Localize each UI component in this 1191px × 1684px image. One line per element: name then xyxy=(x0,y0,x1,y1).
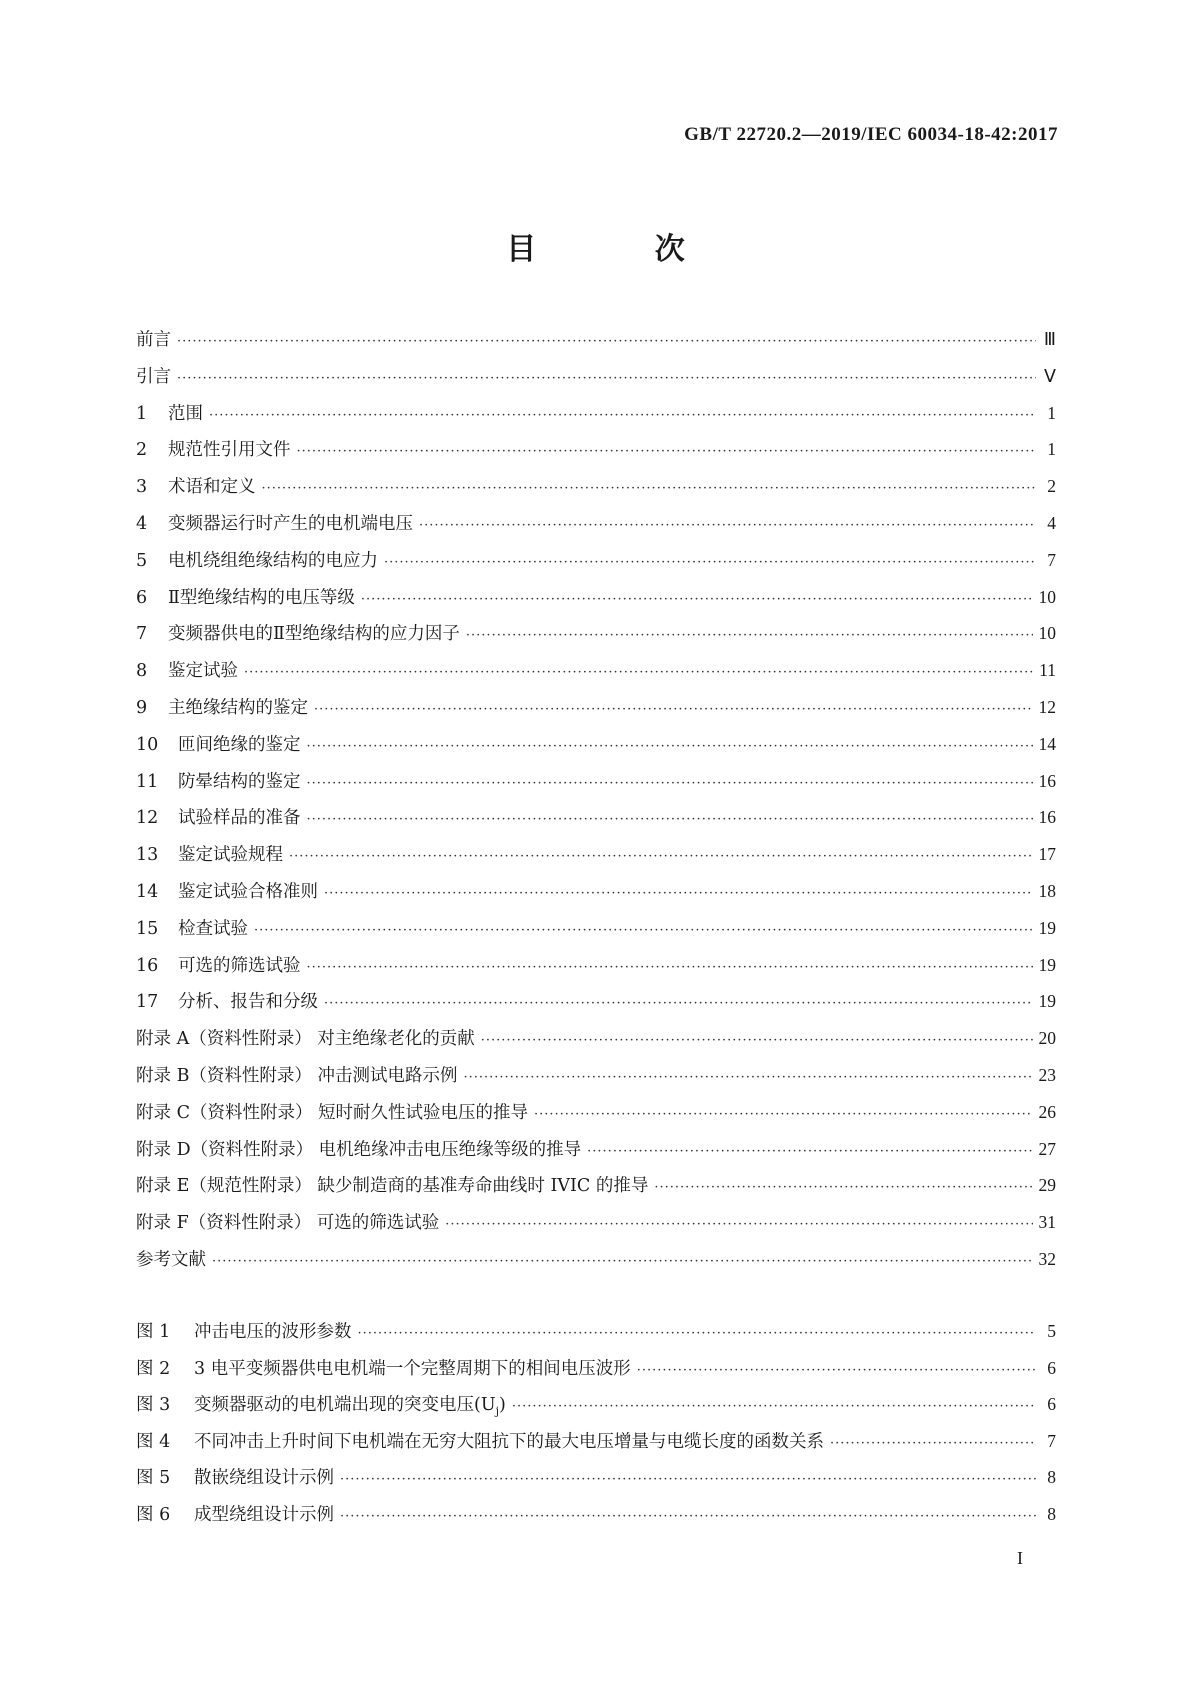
dot-leader xyxy=(512,1399,1036,1414)
dot-leader xyxy=(297,444,1037,459)
toc-entry-title: 术语和定义 xyxy=(168,477,256,498)
toc-entry-title: 引言 xyxy=(136,366,171,387)
toc-entry-title: 附录 D（资料性附录） 电机绝缘冲击电压绝缘等级的推导 xyxy=(136,1139,582,1160)
dot-leader xyxy=(177,371,1036,386)
toc-entry-page: 19 xyxy=(1038,917,1056,938)
dot-leader xyxy=(177,334,1036,349)
figure-title-subscript: j xyxy=(495,1404,499,1418)
figure-title: 散嵌绕组设计示例 xyxy=(194,1468,334,1488)
dot-leader xyxy=(534,1107,1032,1122)
toc-entry-title: 鉴定试验合格准则 xyxy=(178,881,318,902)
toc-entry-annex-f[interactable] xyxy=(136,1209,1056,1246)
toc-entry-title: 主绝缘结构的鉴定 xyxy=(168,697,308,718)
dot-leader xyxy=(340,1472,1036,1487)
toc-entry-page: 29 xyxy=(1038,1175,1056,1196)
toc-entry-page: 11 xyxy=(1039,660,1056,681)
toc-entry-page: 14 xyxy=(1038,733,1056,754)
toc-entry-page: 10 xyxy=(1038,623,1056,644)
toc-entry-number: 17 xyxy=(136,992,159,1013)
dot-leader xyxy=(307,812,1033,827)
toc-entry-number: 9 xyxy=(136,697,148,718)
dot-leader xyxy=(209,408,1036,423)
toc-entry-page: 17 xyxy=(1038,844,1056,865)
toc-entry-number: 16 xyxy=(136,955,159,976)
toc-entry-13[interactable] xyxy=(136,841,1056,878)
toc-entry-17[interactable] xyxy=(136,988,1056,1025)
figure-number: 图 3 xyxy=(136,1395,171,1415)
figure-number: 图 2 xyxy=(136,1358,171,1379)
figure-number: 图 4 xyxy=(136,1431,171,1452)
list-of-figures xyxy=(136,1318,1056,1537)
toc-entry-4[interactable] xyxy=(136,510,1056,547)
dot-leader xyxy=(289,849,1033,864)
figure-page: 6 xyxy=(1047,1357,1056,1378)
toc-entry-page: 27 xyxy=(1038,1138,1056,1159)
toc-entry-number: 15 xyxy=(136,918,159,939)
toc-entry-title: 匝间绝缘的鉴定 xyxy=(178,734,301,755)
dot-leader xyxy=(340,1509,1036,1524)
dot-leader xyxy=(445,1217,1032,1232)
toc-entry-page: 4 xyxy=(1047,512,1056,533)
toc-entry-title: 附录 B（资料性附录） 冲击测试电路示例 xyxy=(136,1065,458,1086)
toc-entry-number: 4 xyxy=(136,513,148,534)
toc-entry-6[interactable] xyxy=(136,584,1056,621)
toc-entry-11[interactable] xyxy=(136,768,1056,805)
table-of-contents xyxy=(136,326,1056,1283)
toc-entry-number: 8 xyxy=(136,661,148,682)
figure-entry-3[interactable] xyxy=(136,1391,1056,1428)
toc-entry-page: 32 xyxy=(1038,1248,1056,1269)
toc-entry-title: 附录 E（规范性附录） 缺少制造商的基准寿命曲线时 IVIC 的推导 xyxy=(136,1176,649,1197)
figure-page: 8 xyxy=(1047,1503,1056,1524)
toc-entry-15[interactable] xyxy=(136,915,1056,952)
toc-entry-number: 7 xyxy=(136,624,148,645)
dot-leader xyxy=(307,739,1033,754)
toc-entry-title: 参考文献 xyxy=(136,1249,206,1270)
dot-leader xyxy=(307,960,1033,975)
toc-entry-9[interactable] xyxy=(136,694,1056,731)
toc-entry-7[interactable] xyxy=(136,620,1056,657)
dot-leader xyxy=(324,996,1033,1011)
dot-leader xyxy=(358,1326,1037,1341)
toc-entry-3[interactable] xyxy=(136,473,1056,510)
toc-entry-page: 1 xyxy=(1047,439,1056,460)
figure-page: 7 xyxy=(1047,1430,1056,1451)
toc-entry-page: 19 xyxy=(1038,991,1056,1012)
toc-entry-annex-c[interactable] xyxy=(136,1099,1056,1136)
toc-entry-5[interactable] xyxy=(136,547,1056,584)
dot-leader xyxy=(244,665,1033,680)
toc-entry-foreword[interactable] xyxy=(136,326,1056,363)
toc-entry-title: 前言 xyxy=(136,330,171,350)
dot-leader xyxy=(307,776,1033,791)
toc-entry-number: 2 xyxy=(136,440,148,461)
toc-entry-title: 鉴定试验 xyxy=(168,661,238,682)
toc-entry-page: 31 xyxy=(1038,1212,1056,1233)
toc-entry-number: 1 xyxy=(136,403,148,424)
toc-entry-title: 鉴定试验规程 xyxy=(178,845,283,866)
dot-leader xyxy=(830,1436,1036,1451)
toc-entry-title: 分析、报告和分级 xyxy=(178,992,318,1013)
figure-number: 图 6 xyxy=(136,1504,171,1525)
toc-entry-number: 3 xyxy=(136,477,148,498)
toc-entry-title: Ⅱ型绝缘结构的电压等级 xyxy=(168,587,355,608)
page-title: 目 次 xyxy=(506,232,739,267)
toc-entry-page: 23 xyxy=(1038,1064,1056,1085)
toc-entry-title: 试验样品的准备 xyxy=(178,808,301,829)
toc-entry-page: 16 xyxy=(1038,770,1056,791)
toc-entry-8[interactable] xyxy=(136,657,1056,694)
toc-entry-page: 19 xyxy=(1038,954,1056,975)
dot-leader xyxy=(254,923,1033,938)
dot-leader xyxy=(654,1180,1032,1195)
toc-entry-page: 1 xyxy=(1047,402,1056,423)
toc-entry-2[interactable] xyxy=(136,436,1056,473)
toc-entry-title: 可选的筛选试验 xyxy=(178,955,301,976)
toc-entry-annex-a[interactable] xyxy=(136,1025,1056,1062)
toc-entry-title: 防晕结构的鉴定 xyxy=(178,771,301,792)
figure-page: 5 xyxy=(1047,1321,1056,1341)
toc-entry-1[interactable] xyxy=(136,400,1056,437)
dot-leader xyxy=(212,1254,1033,1269)
toc-entry-number: 11 xyxy=(136,771,159,792)
toc-entry-page: 20 xyxy=(1038,1028,1056,1049)
dot-leader xyxy=(324,886,1033,901)
figure-entry-5[interactable] xyxy=(136,1464,1056,1501)
toc-entry-title: 变频器供电的Ⅱ型绝缘结构的应力因子 xyxy=(168,624,460,645)
figure-number: 图 1 xyxy=(136,1322,171,1342)
figure-title: 不同冲击上升时间下电机端在无穷大阻抗下的最大电压增量与电缆长度的函数关系 xyxy=(194,1431,824,1452)
figure-page: 8 xyxy=(1047,1467,1056,1487)
toc-entry-page: Ⅴ xyxy=(1044,365,1056,386)
toc-entry-introduction[interactable] xyxy=(136,363,1056,400)
toc-entry-title: 变频器运行时产生的电机端电压 xyxy=(168,513,413,534)
toc-entry-14[interactable] xyxy=(136,878,1056,915)
toc-entry-16[interactable] xyxy=(136,952,1056,989)
dot-leader xyxy=(637,1363,1036,1378)
dot-leader xyxy=(314,702,1033,717)
figure-title: 变频器驱动的电机端出现的突变电压(U xyxy=(194,1395,496,1415)
figure-title-wrap xyxy=(194,1391,506,1418)
toc-entry-page: 10 xyxy=(1038,586,1056,607)
toc-entry-number: 12 xyxy=(136,808,159,829)
toc-entry-title: 附录 C（资料性附录） 短时耐久性试验电压的推导 xyxy=(136,1102,529,1123)
figure-page: 6 xyxy=(1047,1394,1056,1414)
toc-entry-title: 范围 xyxy=(168,403,203,424)
toc-entry-page: 7 xyxy=(1047,549,1056,570)
figure-title: 成型绕组设计示例 xyxy=(194,1504,334,1525)
dot-leader xyxy=(419,518,1036,533)
dot-leader xyxy=(384,555,1036,570)
toc-entry-12[interactable] xyxy=(136,804,1056,841)
figure-entry-2[interactable] xyxy=(136,1355,1056,1392)
dot-leader xyxy=(587,1144,1032,1159)
toc-entry-number: 13 xyxy=(136,845,159,866)
toc-entry-title: 检查试验 xyxy=(178,918,248,939)
figure-entry-4[interactable] xyxy=(136,1428,1056,1465)
toc-entry-page: 26 xyxy=(1038,1101,1056,1122)
dot-leader xyxy=(466,628,1033,643)
dot-leader xyxy=(262,481,1037,496)
dot-leader xyxy=(481,1033,1033,1048)
figure-title: 3 电平变频器供电电机端一个完整周期下的相间电压波形 xyxy=(194,1358,631,1379)
toc-entry-number: 14 xyxy=(136,881,159,902)
toc-entry-title: 电机绕组绝缘结构的电应力 xyxy=(168,550,378,571)
page-number: I xyxy=(1017,1548,1023,1568)
toc-entry-annex-d[interactable] xyxy=(136,1136,1056,1173)
toc-entry-page: 2 xyxy=(1047,476,1056,497)
figure-title-end: ) xyxy=(499,1395,506,1415)
standard-number: GB/T 22720.2—2019/IEC 60034-18-42:2017 xyxy=(684,124,1058,145)
figure-entry-1[interactable] xyxy=(136,1318,1056,1355)
dot-leader xyxy=(361,592,1033,607)
toc-entry-page: 12 xyxy=(1038,696,1056,717)
toc-entry-title: 附录 A（资料性附录） 对主绝缘老化的贡献 xyxy=(136,1029,475,1050)
dot-leader xyxy=(463,1070,1032,1085)
toc-entry-number: 5 xyxy=(136,550,148,571)
toc-entry-10[interactable] xyxy=(136,731,1056,768)
toc-entry-page: 18 xyxy=(1038,880,1056,901)
toc-entry-page: Ⅲ xyxy=(1043,329,1056,349)
toc-entry-page: 16 xyxy=(1038,807,1056,828)
toc-entry-bibliography[interactable] xyxy=(136,1246,1056,1283)
figure-entry-6[interactable] xyxy=(136,1501,1056,1538)
figure-title: 冲击电压的波形参数 xyxy=(194,1322,352,1342)
toc-entry-title: 规范性引用文件 xyxy=(168,440,291,461)
toc-entry-title: 附录 F（资料性附录） 可选的筛选试验 xyxy=(136,1213,440,1234)
toc-entry-number: 10 xyxy=(136,734,159,755)
toc-entry-number: 6 xyxy=(136,587,148,608)
toc-entry-annex-b[interactable] xyxy=(136,1062,1056,1099)
toc-entry-annex-e[interactable] xyxy=(136,1172,1056,1209)
figure-number: 图 5 xyxy=(136,1468,171,1488)
